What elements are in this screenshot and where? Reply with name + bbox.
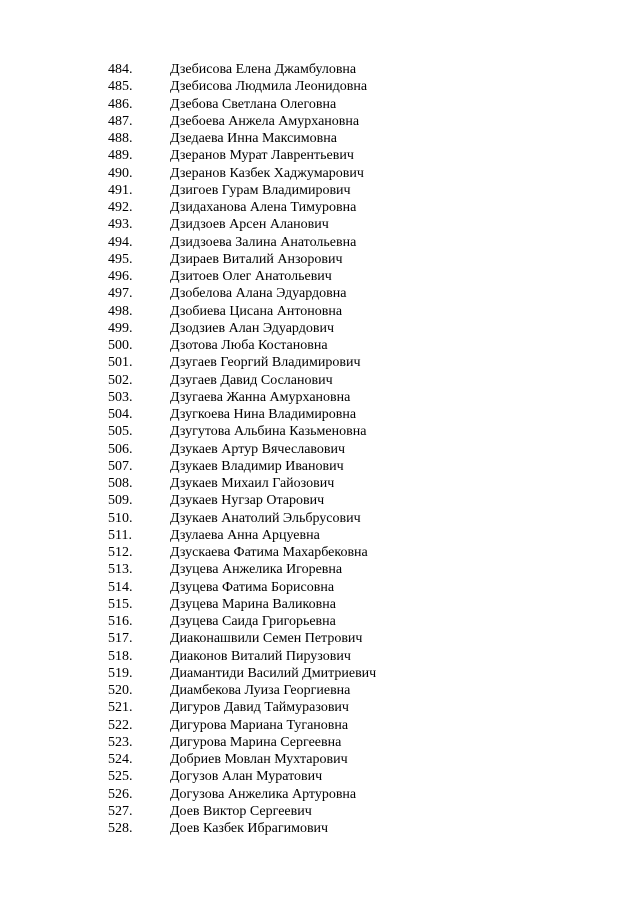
entry-number: 520.	[108, 683, 133, 698]
entry-number: 528.	[108, 821, 133, 836]
entry-number: 500.	[108, 338, 133, 353]
entry-name: Дзускаева Фатима Махарбековна	[170, 545, 368, 560]
entry-number: 501.	[108, 355, 133, 371]
list-item	[108, 492, 376, 509]
list-item	[108, 389, 376, 406]
entry-number: 487.	[108, 113, 133, 129]
entry-number: 504.	[108, 407, 133, 422]
entry-number: 499.	[108, 320, 133, 336]
entry-name: Дзобелова Алана Эдуардовна	[170, 286, 347, 302]
entry-number: 491.	[108, 182, 133, 198]
list-item	[108, 268, 376, 285]
entry-name: Дигурова Мариана Тугановна	[170, 717, 349, 733]
list-item	[108, 423, 376, 440]
entry-name: Дзугаев Давид Сосланович	[170, 372, 333, 388]
entry-number: 495.	[108, 251, 133, 267]
list-item	[108, 147, 376, 164]
entry-name: Дзодзиев Алан Эдуардович	[170, 320, 335, 336]
entry-number: 511.	[108, 527, 132, 543]
entry-number: 503.	[108, 389, 133, 405]
entry-number: 510.	[108, 510, 133, 526]
list-item	[108, 182, 376, 199]
list-item	[108, 458, 376, 475]
entry-number: 492.	[108, 200, 133, 215]
entry-name: Доев Казбек Ибрагимович	[170, 821, 329, 836]
entry-number: 519.	[108, 665, 133, 681]
entry-number: 505.	[108, 424, 133, 440]
list-item	[108, 510, 376, 527]
entry-name: Диаконов Виталий Пирузович	[170, 648, 351, 664]
entry-name: Дзебисова Елена Джамбуловна	[170, 62, 357, 77]
entry-name: Дзигоев Гурам Владимирович	[170, 182, 351, 198]
entry-number: 524.	[108, 752, 133, 767]
entry-name: Дзеранов Мурат Лаврентьевич	[170, 148, 354, 164]
entry-name: Дзобиева Цисана Антоновна	[170, 303, 343, 319]
list-item	[108, 820, 376, 837]
list-item	[108, 717, 376, 734]
entry-name: Дзедаева Инна Максимовна	[170, 131, 337, 146]
entry-number: 507.	[108, 458, 133, 474]
list-item	[108, 303, 376, 320]
entry-name: Дзираев Виталий Анзорович	[170, 251, 343, 267]
list-item	[108, 320, 376, 337]
list-item	[108, 475, 376, 492]
entry-name: Дигуров Давид Таймуразович	[170, 700, 349, 716]
entry-name: Дзотова Люба Костановна	[170, 338, 328, 353]
list-item	[108, 285, 376, 302]
entry-number: 512.	[108, 545, 133, 560]
list-item	[108, 251, 376, 268]
list-item	[108, 630, 376, 647]
entry-number: 522.	[108, 717, 133, 733]
entry-name: Дзидзоев Арсен Аланович	[170, 217, 329, 233]
list-item	[108, 406, 376, 423]
entry-number: 496.	[108, 269, 133, 284]
list-item	[108, 441, 376, 458]
entry-name: Дзуцева Саида Григорьевна	[170, 614, 336, 629]
entry-name: Дзебова Светлана Олеговна	[170, 96, 337, 112]
entry-number: 526.	[108, 786, 133, 802]
list-item	[108, 734, 376, 751]
list-item	[108, 579, 376, 596]
entry-name: Доев Виктор Сергеевич	[170, 803, 312, 819]
list-item	[108, 130, 376, 147]
entry-name: Догузов Алан Муратович	[170, 769, 323, 785]
entry-name: Дзукаев Владимир Иванович	[170, 458, 344, 474]
entry-name: Диамбекова Луиза Георгиевна	[170, 683, 351, 698]
entry-number: 515.	[108, 596, 133, 612]
entry-name: Дзукаев Михаил Гайозович	[170, 476, 335, 491]
list-item	[108, 527, 376, 544]
entry-name: Догузова Анжелика Артуровна	[170, 786, 357, 802]
entry-number: 497.	[108, 286, 133, 302]
entry-number: 498.	[108, 303, 133, 319]
list-item	[108, 372, 376, 389]
list-item	[108, 354, 376, 371]
list-item	[108, 699, 376, 716]
entry-name: Дзидзоева Залина Анатольевна	[170, 234, 357, 250]
entry-number: 518.	[108, 648, 133, 664]
entry-name: Добриев Мовлан Мухтарович	[170, 752, 348, 767]
entry-name: Диаконашвили Семен Петрович	[170, 631, 363, 647]
entry-number: 516.	[108, 614, 133, 629]
entry-number: 527.	[108, 803, 133, 819]
list-item	[108, 648, 376, 665]
entry-name: Дзукаев Артур Вячеславович	[170, 441, 346, 457]
list-item	[108, 665, 376, 682]
entry-name: Дзугкоева Нина Владимировна	[170, 407, 357, 422]
entry-name: Дзуцева Фатима Борисовна	[170, 579, 335, 595]
entry-name: Дзебисова Людмила Леонидовна	[170, 79, 368, 95]
entry-number: 490.	[108, 165, 133, 181]
entry-number: 525.	[108, 769, 133, 785]
list-item	[108, 768, 376, 785]
entry-name: Дзуцева Анжелика Игоревна	[170, 562, 343, 578]
entry-name: Дзеранов Казбек Хаджумарович	[170, 165, 364, 181]
entry-name: Диамантиди Василий Дмитриевич	[170, 665, 377, 681]
entry-number: 513.	[108, 562, 133, 578]
list-item	[108, 199, 376, 216]
entry-name: Дигурова Марина Сергеевна	[170, 734, 342, 750]
list-item	[108, 596, 376, 613]
list-item	[108, 216, 376, 233]
list-item	[108, 113, 376, 130]
list-item	[108, 613, 376, 630]
entry-number: 521.	[108, 700, 133, 716]
entry-number: 509.	[108, 493, 133, 509]
entry-name: Дзугаев Георгий Владимирович	[170, 355, 361, 371]
list-item	[108, 786, 376, 803]
entry-number: 514.	[108, 579, 133, 595]
entry-name: Дзукаев Нугзар Отарович	[170, 493, 325, 509]
entry-number: 508.	[108, 476, 133, 491]
entry-name: Дзидаханова Алена Тимуровна	[170, 200, 357, 215]
entry-number: 506.	[108, 441, 133, 457]
name-list	[108, 61, 376, 837]
entry-number: 485.	[108, 79, 133, 95]
entry-number: 486.	[108, 96, 133, 112]
entry-name: Дзулаева Анна Арцуевна	[170, 527, 320, 543]
entry-name: Дзитоев Олег Анатольевич	[170, 269, 332, 284]
entry-name: Дзебоева Анжела Амурхановна	[170, 113, 360, 129]
list-item	[108, 165, 376, 182]
entry-name: Дзукаев Анатолий Эльбрусович	[170, 510, 361, 526]
entry-name: Дзугаева Жанна Амурхановна	[170, 389, 351, 405]
entry-number: 517.	[108, 631, 133, 647]
list-item	[108, 78, 376, 95]
list-item	[108, 682, 376, 699]
entry-name: Дзуцева Марина Валиковна	[170, 596, 336, 612]
entry-number: 489.	[108, 148, 133, 164]
list-item	[108, 544, 376, 561]
entry-name: Дзугутова Альбина Казьменовна	[170, 424, 367, 440]
entry-number: 494.	[108, 234, 133, 250]
list-item	[108, 61, 376, 78]
entry-number: 493.	[108, 217, 133, 233]
list-item	[108, 96, 376, 113]
list-item	[108, 561, 376, 578]
list-item	[108, 337, 376, 354]
entry-number: 502.	[108, 372, 133, 388]
list-item	[108, 751, 376, 768]
entry-number: 523.	[108, 734, 133, 750]
entry-number: 488.	[108, 131, 133, 146]
list-item	[108, 234, 376, 251]
entry-number: 484.	[108, 62, 133, 77]
list-item	[108, 803, 376, 820]
